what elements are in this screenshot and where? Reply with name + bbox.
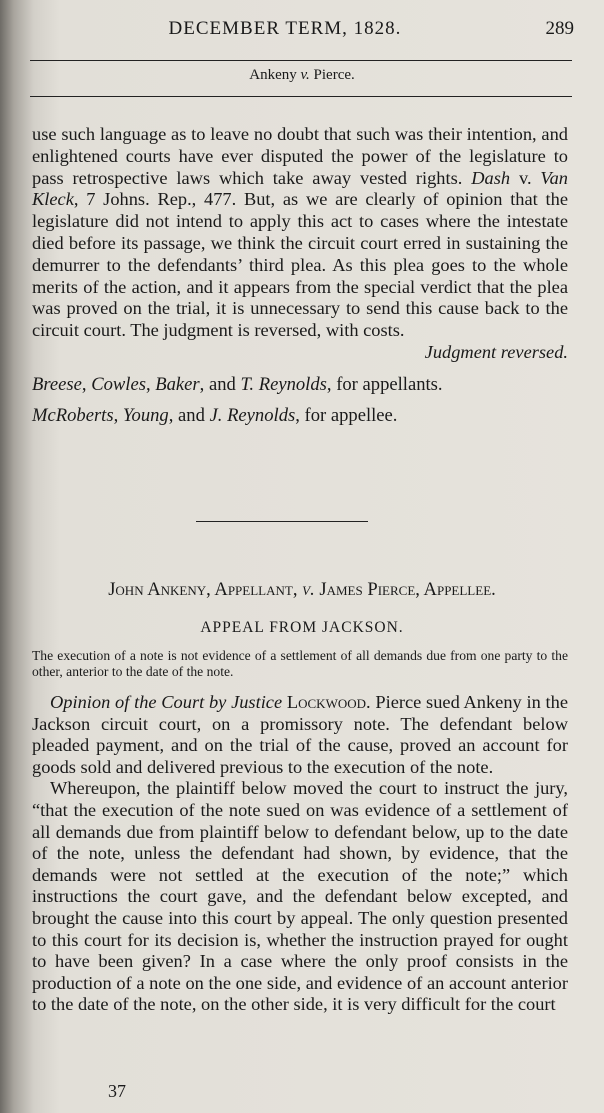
running-head (0, 14, 604, 44)
signature-mark: 37 (108, 1081, 126, 1101)
case-title: John Ankeny, Appellant, v. James Pierce, Appellee. (108, 579, 496, 600)
appeal-line: APPEAL FROM JACKSON. (200, 619, 404, 636)
counsel-appellants: Breese, Cowles, Baker, and T. Reynolds, for appellants. (32, 373, 443, 395)
case-heading: Ankeny v. Pierce. (249, 67, 355, 83)
opinion-paragraph-2: Whereupon, the plaintiff below moved the court to instruct the jury, “that the execution of the note sued on was evidence of a settlement of all demands due from plaintiff below to defendant below, up to the date of the note, unless the defendant had shown, by evidence, that the demands were not settled at the execution of the note;” which instructions the court gave, and the defendant below excepted, and brought the cause into this court by appeal. The only question presented to this court for its decision is, whether the instruction prayed for ought to have been given? In a case where the only proof consists in the production of a note on the one side, and evidence of an account anterior to the date of the note, on the other side, it is very difficult for the court (32, 778, 568, 1015)
opinion-text (32, 692, 568, 1016)
counsel-appellee: McRoberts, Young, and J. Reynolds, for appellee. (32, 404, 398, 426)
headnote: The execution of a note is not evidence of a settlement of all demands due from one party to the other, anterior to the date of the note. (32, 648, 568, 679)
header-rule (30, 96, 572, 97)
judgment-line: Judgment reversed. (424, 341, 568, 362)
page-number: 289 (545, 18, 574, 39)
continuation-text (32, 124, 568, 426)
section-divider (196, 521, 368, 522)
continuation-paragraph: use such language as to leave no doubt that such was their intention, and enlightened courts have ever disputed the power of the legislature to pass retrospective laws which take away vested rights. Dash v. Van Kleck, 7 Johns. Rep., 477. But, as we are clearly of opinion that the legislature did not intend to apply this act to cases where the intestate died before its passage, we think the circuit court erred in sustaining the demurrer to the defendants’ third plea. As this plea goes to the whole merits of the action, and it appears from the special verdict that the plea was proved on the trial, it is unnecessary to send this cause back to the circuit court. The judgment is reversed, with costs. (32, 124, 569, 341)
opinion-paragraph-1: Opinion of the Court by Justice Lockwood. Pierce sued Ankeny in the Jackson circuit court, on a promissory note. The defendant below pleaded payment, and on the trial of the cause, proved an account for goods sold and delivered previous to the execution of the note. (32, 692, 568, 777)
running-title: DECEMBER TERM, 1828. (168, 18, 402, 39)
top-rule (30, 60, 572, 61)
